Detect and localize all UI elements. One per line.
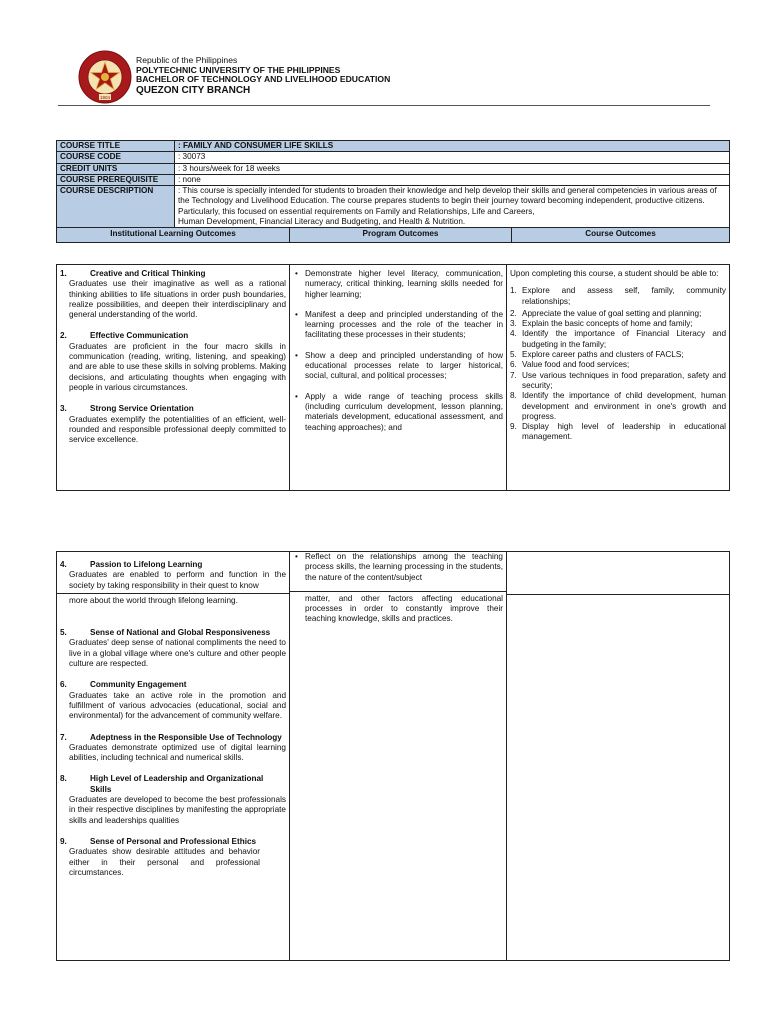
co-list xyxy=(510,286,726,442)
ilo-title: Passion to Lifelong Learning xyxy=(90,560,203,569)
ilo-body: Graduates demonstrate optimized use of digital learning abilities, including technical and numerical skills. xyxy=(69,742,286,763)
co-text: Identify the importance of child development, human development and environment in one's growth and progress. xyxy=(522,391,726,421)
co-number: 3. xyxy=(510,319,517,329)
ilo-title: Adeptness in the Responsible Use of Technology xyxy=(90,732,282,742)
ilo-title: Strong Service Orientation xyxy=(90,404,194,414)
co-number: 6. xyxy=(510,360,517,370)
ilo-number: 6. xyxy=(60,680,67,690)
course-description-text: : This course is specially intended for students to broaden their knowledge and help develop their skills and general competencies in various areas of the Technology and Livelihood Education. The course prepares students to begin their journey toward becoming independent, productive citizens. Particularly, this focused on essential requirements on Family and Relationships, Life and Careers, xyxy=(178,186,717,216)
bullet-icon: • xyxy=(295,269,298,278)
po-text: Manifest a deep and principled understanding of the learning processes and the role of the teacher in facilitating these processes in their students; xyxy=(305,309,503,340)
co-cell xyxy=(507,265,730,491)
list-item xyxy=(510,422,726,443)
ilo-title: Creative and Critical Thinking xyxy=(90,269,206,278)
course-prereq-row xyxy=(57,174,730,185)
credit-units-row xyxy=(57,163,730,174)
po-cell-continued xyxy=(290,552,507,961)
list-item xyxy=(510,360,726,370)
course-title-value: : FAMILY AND CONSUMER LIFE SKILLS xyxy=(175,141,730,152)
list-item xyxy=(510,350,726,360)
co-number: 8. xyxy=(510,391,517,401)
list-item xyxy=(510,309,726,319)
outcomes-row xyxy=(57,265,730,491)
co-number: 2. xyxy=(510,308,517,318)
po-text: Show a deep and principled understanding of how educational processes relate to larger historical, social, cultural, and political processes; xyxy=(305,350,503,381)
ilo-item xyxy=(60,331,286,393)
co-text: Use various techniques in food preparation, safety and security; xyxy=(522,370,726,390)
document-header xyxy=(78,50,718,110)
ilo-body: Graduates show desirable attitudes and behavior either in their personal and professional circumstances. xyxy=(69,847,260,877)
co-text: Explore career paths and clusters of FACLS; xyxy=(522,350,684,360)
ilo-body: Graduates' deep sense of national compliments the need to live in a global village where one's culture and other people culture are respected. xyxy=(69,638,286,669)
ilo-item xyxy=(60,733,286,764)
course-code-row xyxy=(57,152,730,163)
po-header: Program Outcomes xyxy=(290,228,512,242)
list-item xyxy=(293,552,503,583)
list-item xyxy=(293,310,503,341)
co-number: 5. xyxy=(510,350,517,360)
co-text: Explore and assess self, family, community relationships; xyxy=(522,286,726,306)
credit-units-label: CREDIT UNITS xyxy=(57,163,175,174)
ilo-number: 3. xyxy=(60,404,67,414)
header-divider xyxy=(58,105,710,106)
ilo-body: Graduates use their imaginative as well as a rational thinking abilities to life situations in order push boundaries, realize possibilities, and deepen their interdisciplinary and general understanding of the world. xyxy=(69,279,286,320)
po-list xyxy=(293,552,503,583)
ilo-title: Community Engagement xyxy=(90,680,187,690)
co-number: 4. xyxy=(510,329,517,339)
ilo-body: Graduates take an active role in the promotion and fulfillment of various advocacies (educational, social and environmental) for the advancement of community welfare. xyxy=(69,690,286,721)
co-number: 1. xyxy=(510,286,517,296)
course-prereq-value: : none xyxy=(175,174,730,185)
ilo-number: 1. xyxy=(60,269,67,278)
ilo-body: Graduates are proficient in the four macro skills in communication (reading, writing, listening, and speaking) and are able to use these skills in solving problems. Making decisions, and articulating thoughts when engaging with people in various circumstances. xyxy=(69,341,286,392)
po-text: Reflect on the relationships among the teaching process skills, the learning processing in the students, the nature of the content/subject xyxy=(305,552,503,582)
list-item xyxy=(510,371,726,392)
ilo-item xyxy=(60,269,286,320)
co-number: 9. xyxy=(510,422,517,432)
seal-year: 1904 xyxy=(99,95,111,100)
ilo-title: High Level of Leadership and Organizational Skills xyxy=(90,774,264,794)
university-seal-icon xyxy=(78,50,132,104)
ilo-title: Sense of Personal and Professional Ethics xyxy=(90,836,257,846)
co-header: Course Outcomes xyxy=(512,228,730,242)
list-item xyxy=(510,391,726,422)
outcomes-table xyxy=(56,264,730,491)
co-text: Explain the basic concepts of home and family; xyxy=(522,319,693,329)
course-description-label: COURSE DESCRIPTION xyxy=(57,186,175,228)
po-text-continued: matter, and other factors affecting educational processes in order to constantly improve their teaching knowledge, skills and practices. xyxy=(305,593,503,624)
course-description-row xyxy=(57,186,730,228)
course-description-value xyxy=(175,186,730,228)
ilo-number: 9. xyxy=(60,836,67,846)
po-list xyxy=(293,269,503,433)
ilo-item xyxy=(60,774,286,825)
list-item xyxy=(510,286,726,307)
list-item xyxy=(293,269,503,300)
co-text: Display high level of leadership in educational management. xyxy=(522,422,726,442)
bullet-icon: • xyxy=(295,350,298,360)
bullet-icon: • xyxy=(295,552,298,561)
ilo-item xyxy=(60,680,286,721)
credit-units-value: : 3 hours/week for 18 weeks xyxy=(175,163,730,174)
bullet-icon: • xyxy=(295,391,298,401)
ilo-number: 8. xyxy=(60,774,67,784)
list-item xyxy=(510,329,726,350)
ilo-body: Graduates are developed to become the best professionals in their respective disciplines by manifesting the appropriate skills and leaderships qualities xyxy=(69,795,286,825)
list-item xyxy=(293,392,503,433)
co-text: Identify the importance of Financial Literacy and budgeting in the family; xyxy=(522,329,726,349)
ilo-number: 2. xyxy=(60,331,67,341)
ilo-number: 4. xyxy=(60,560,67,569)
po-cell xyxy=(290,265,507,491)
course-code-value: : 30073 xyxy=(175,152,730,163)
ilo-header: Institutional Learning Outcomes xyxy=(57,228,290,242)
ilo-number: 5. xyxy=(60,628,67,638)
ilo-body: Graduates exemplify the potentialities of an efficient, well-rounded and responsible professional deeply committed to service excellence. xyxy=(69,414,286,445)
co-cell-continued xyxy=(507,552,730,961)
list-item xyxy=(293,351,503,382)
header-university: POLYTECHNIC UNIVERSITY OF THE PHILIPPINES xyxy=(136,64,341,75)
ilo-body: Graduates are enabled to perform and function in the society by taking responsibility in their quest to know xyxy=(69,570,286,590)
ilo-body-continued: more about the world through lifelong learning. xyxy=(69,595,238,605)
header-branch: QUEZON CITY BRANCH xyxy=(136,84,251,96)
bullet-icon: • xyxy=(295,309,298,319)
outcomes-table-continued xyxy=(56,551,730,961)
course-title-label: COURSE TITLE xyxy=(57,141,175,152)
ilo-cell xyxy=(57,265,290,491)
outcomes-header-row xyxy=(57,228,730,242)
course-prereq-label: COURSE PREREQUISITE xyxy=(57,174,175,185)
co-text: Value food and food services; xyxy=(522,360,630,370)
row-divider xyxy=(507,594,729,595)
ilo-number: 7. xyxy=(60,732,67,742)
co-text: Appreciate the value of goal setting and planning; xyxy=(522,308,702,318)
course-description-text-cont: Human Development, Financial Literacy and Budgeting, and Health & Nutrition. xyxy=(178,217,466,227)
ilo-title: Sense of National and Global Responsiveness xyxy=(90,628,271,638)
ilo-item xyxy=(60,837,286,878)
po-text: Apply a wide range of teaching process skills (including curriculum development, lesson planning, materials development, educational assessment, and teaching approaches); and xyxy=(305,391,503,432)
list-item xyxy=(510,319,726,329)
ilo-item xyxy=(60,404,286,445)
ilo-item xyxy=(60,628,286,669)
po-text: Demonstrate higher level literacy, communication, numeracy, critical thinking, learning skills needed for higher learning; xyxy=(305,269,503,299)
ilo-cell-continued xyxy=(57,552,290,961)
course-code-label: COURSE CODE xyxy=(57,152,175,163)
co-intro: Upon completing this course, a student should be able to: xyxy=(510,269,719,278)
ilo-title: Effective Communication xyxy=(90,331,189,341)
course-info-table xyxy=(56,140,730,243)
header-republic: Republic of the Philippines xyxy=(136,55,238,65)
co-number: 7. xyxy=(510,370,517,380)
outcomes-row-continued xyxy=(57,552,730,961)
course-title-row xyxy=(57,141,730,152)
header-text xyxy=(136,56,390,95)
header-program: BACHELOR OF TECHNOLOGY AND LIVELIHOOD EDUCATION xyxy=(136,74,391,85)
